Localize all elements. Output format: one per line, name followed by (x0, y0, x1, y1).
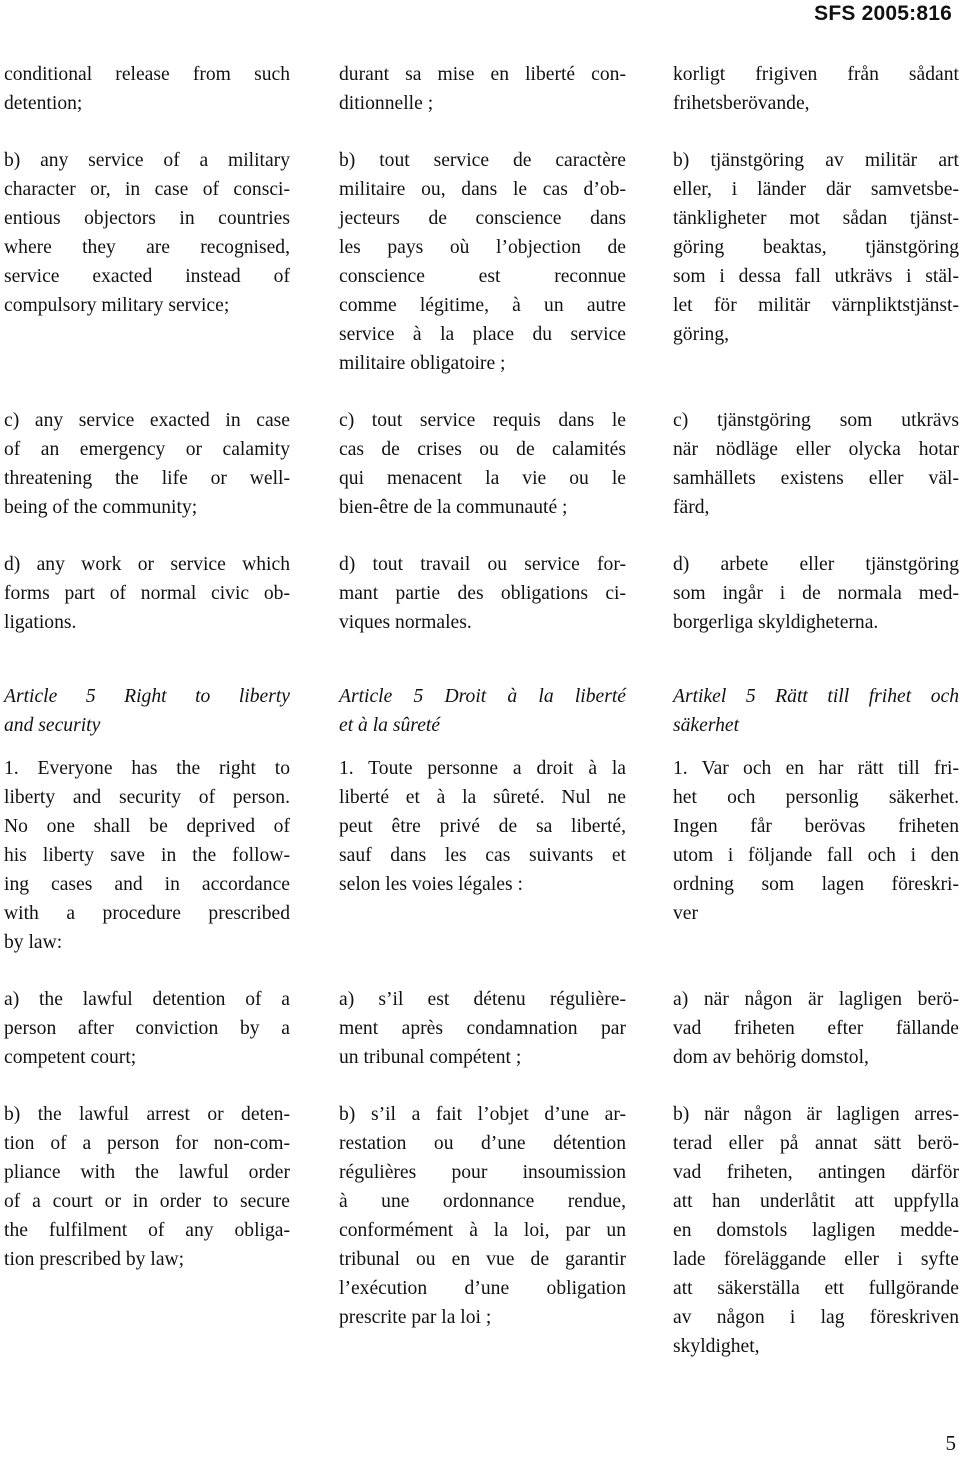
text-line: 1. Toute personne a droit à la (339, 758, 626, 779)
text-line: borgerliga skyldigheterna. (673, 612, 879, 633)
text-line: where they are recognised, (4, 237, 290, 258)
text-line: att han underlåtit att uppfylla (673, 1191, 959, 1212)
fr-clause-b-military-service (339, 146, 626, 378)
text-line: sauf dans les cas suivants et (339, 845, 626, 866)
text-line: het och personlig säkerhet. (673, 787, 959, 808)
en-clause-a-lawful-detention (4, 985, 290, 1072)
text-line: with a procedure prescribed (4, 903, 290, 924)
text-line: av någon i lag föreskriven (673, 1307, 959, 1328)
text-line: selon les voies légales : (339, 874, 523, 895)
fr-continuation-paragraph (339, 60, 626, 118)
text-line: när nödläge eller olycka hotar (673, 439, 959, 460)
text-line: ligations. (4, 612, 77, 633)
text-line: a) när någon är lagligen berö- (673, 989, 959, 1010)
en-article-5-paragraph-1 (4, 754, 290, 957)
text-line: viques normales. (339, 612, 472, 633)
text-line: pliance with the lawful order (4, 1162, 290, 1183)
text-line: frihetsberövande, (673, 93, 810, 114)
text-line: utom i följande fall och i den (673, 845, 959, 866)
text-line: Article 5 Right to liberty (4, 686, 290, 707)
text-line: korligt frigiven från sådant (673, 64, 959, 85)
text-line: ditionnelle ; (339, 93, 434, 114)
text-line: eller, i länder där samvetsbe- (673, 179, 959, 200)
text-line: liberté et à la sûreté. Nul ne (339, 787, 626, 808)
text-line: göring, (673, 324, 730, 345)
sv-continuation-paragraph (673, 60, 959, 118)
fr-clause-b-lawful-arrest (339, 1100, 626, 1332)
text-line: service à la place du service (339, 324, 626, 345)
text-line: a) the lawful detention of a (4, 989, 290, 1010)
text-line: liberty and security of person. (4, 787, 290, 808)
fr-clause-d-civic-obligations (339, 550, 626, 637)
text-line: Ingen får berövas friheten (673, 816, 959, 837)
page-number: 5 (945, 1431, 956, 1455)
text-line: his liberty save in the follow- (4, 845, 290, 866)
text-line: militaire ou, dans le cas d’ob- (339, 179, 626, 200)
text-line: service exacted instead of (4, 266, 290, 287)
fr-article-5-heading (339, 682, 626, 740)
sv-clause-a-lawful-detention (673, 985, 959, 1072)
text-line: the fulfilment of any obliga- (4, 1220, 290, 1241)
text-line: tribunal ou en vue de garantir (339, 1249, 626, 1270)
text-line: d) any work or service which (4, 554, 290, 575)
text-line: c) any service exacted in case (4, 410, 290, 431)
text-line: dom av behörig domstol, (673, 1047, 869, 1068)
text-line: competent court; (4, 1047, 137, 1068)
text-line: färd, (673, 497, 710, 518)
fr-article-5-paragraph-1 (339, 754, 626, 899)
text-line: säkerhet (673, 715, 740, 736)
text-line: à une ordonnance rendue, (339, 1191, 626, 1212)
sv-article-5-paragraph-1 (673, 754, 959, 928)
text-line: entious objectors in countries (4, 208, 290, 229)
text-line: c) tjänstgöring som utkrävs (673, 410, 959, 431)
text-line: let för militär värnpliktstjänst- (673, 295, 959, 316)
text-line: militaire obligatoire ; (339, 353, 506, 374)
text-line: conformément à la loi, par un (339, 1220, 626, 1241)
text-line: som ingår i de normala med- (673, 583, 959, 604)
text-line: No one shall be deprived of (4, 816, 290, 837)
en-clause-c-emergency-service (4, 406, 290, 522)
text-line: 1. Everyone has the right to (4, 758, 290, 779)
text-line: tion of a person for non-com- (4, 1133, 290, 1154)
text-line: and security (4, 715, 101, 736)
text-line: b) the lawful arrest or deten- (4, 1104, 290, 1125)
text-line: l’exécution d’une obligation (339, 1278, 626, 1299)
text-line: threatening the life or well- (4, 468, 290, 489)
text-line: of a court or in order to secure (4, 1191, 290, 1212)
text-line: comme légitime, à un autre (339, 295, 626, 316)
text-line: samhällets existens eller väl- (673, 468, 959, 489)
text-line: skyldighet, (673, 1336, 760, 1357)
text-line: b) när någon är lagligen arres- (673, 1104, 959, 1125)
text-line: character or, in case of consci- (4, 179, 290, 200)
text-line: b) s’il a fait l’objet d’une ar- (339, 1104, 626, 1125)
text-line: en domstols lagligen medde- (673, 1220, 959, 1241)
text-line: prescrite par la loi ; (339, 1307, 492, 1328)
text-line: c) tout service requis dans le (339, 410, 626, 431)
text-line: som i dessa fall utkrävs i stäl- (673, 266, 959, 287)
text-line: of an emergency or calamity (4, 439, 290, 460)
document-reference: SFS 2005:816 (814, 2, 952, 25)
text-line: compulsory military service; (4, 295, 230, 316)
text-line: ordning som lagen föreskri- (673, 874, 959, 895)
text-line: un tribunal compétent ; (339, 1047, 522, 1068)
en-article-5-heading (4, 682, 290, 740)
en-clause-d-civic-obligations (4, 550, 290, 637)
text-line: lade föreläggande eller i syfte (673, 1249, 959, 1270)
text-line: att säkerställa ett fullgörande (673, 1278, 959, 1299)
text-line: peut être privé de sa liberté, (339, 816, 626, 837)
text-line: detention; (4, 93, 83, 114)
text-line: et à la sûreté (339, 715, 441, 736)
en-continuation-paragraph (4, 60, 290, 118)
text-line: les pays où l’objection de (339, 237, 626, 258)
text-line: person after conviction by a (4, 1018, 290, 1039)
text-line: by law: (4, 932, 63, 953)
text-line: durant sa mise en liberté con- (339, 64, 626, 85)
text-line: ment après condamnation par (339, 1018, 626, 1039)
text-line: Article 5 Droit à la liberté (339, 686, 626, 707)
sv-clause-b-military-service (673, 146, 959, 349)
text-line: qui menacent la vie ou le (339, 468, 626, 489)
text-line: tänkligheter mot sådan tjänst- (673, 208, 959, 229)
text-line: Artikel 5 Rätt till frihet och (673, 686, 959, 707)
sv-article-5-heading (673, 682, 959, 740)
text-line: ing cases and in accordance (4, 874, 290, 895)
fr-clause-a-lawful-detention (339, 985, 626, 1072)
text-line: vad friheten efter fällande (673, 1018, 959, 1039)
text-line: restation ou d’une détention (339, 1133, 626, 1154)
text-line: tion prescribed by law; (4, 1249, 185, 1270)
text-line: d) arbete eller tjänstgöring (673, 554, 959, 575)
text-line: d) tout travail ou service for- (339, 554, 626, 575)
text-line: a) s’il est détenu régulière- (339, 989, 626, 1010)
text-line: conditional release from such (4, 64, 290, 85)
sv-clause-b-lawful-arrest (673, 1100, 959, 1361)
text-line: ver (673, 903, 699, 924)
text-line: vad friheten, antingen därför (673, 1162, 959, 1183)
text-line: terad eller på annat sätt berö- (673, 1133, 959, 1154)
text-line: cas de crises ou de calamités (339, 439, 626, 460)
text-line: b) tout service de caractère (339, 150, 626, 171)
sv-clause-c-emergency-service (673, 406, 959, 522)
text-line: forms part of normal civic ob- (4, 583, 290, 604)
text-line: mant partie des obligations ci- (339, 583, 626, 604)
text-line: b) any service of a military (4, 150, 290, 171)
en-clause-b-military-service (4, 146, 290, 320)
text-line: göring beaktas, tjänstgöring (673, 237, 959, 258)
text-line: b) tjänstgöring av militär art (673, 150, 959, 171)
text-line: régulières pour insoumission (339, 1162, 626, 1183)
fr-clause-c-emergency-service (339, 406, 626, 522)
text-line: jecteurs de conscience dans (339, 208, 626, 229)
sv-clause-d-civic-obligations (673, 550, 959, 637)
text-line: 1. Var och en har rätt till fri- (673, 758, 959, 779)
en-clause-b-lawful-arrest (4, 1100, 290, 1274)
text-line: bien-être de la communauté ; (339, 497, 568, 518)
text-line: being of the community; (4, 497, 198, 518)
text-line: conscience est reconnue (339, 266, 626, 287)
